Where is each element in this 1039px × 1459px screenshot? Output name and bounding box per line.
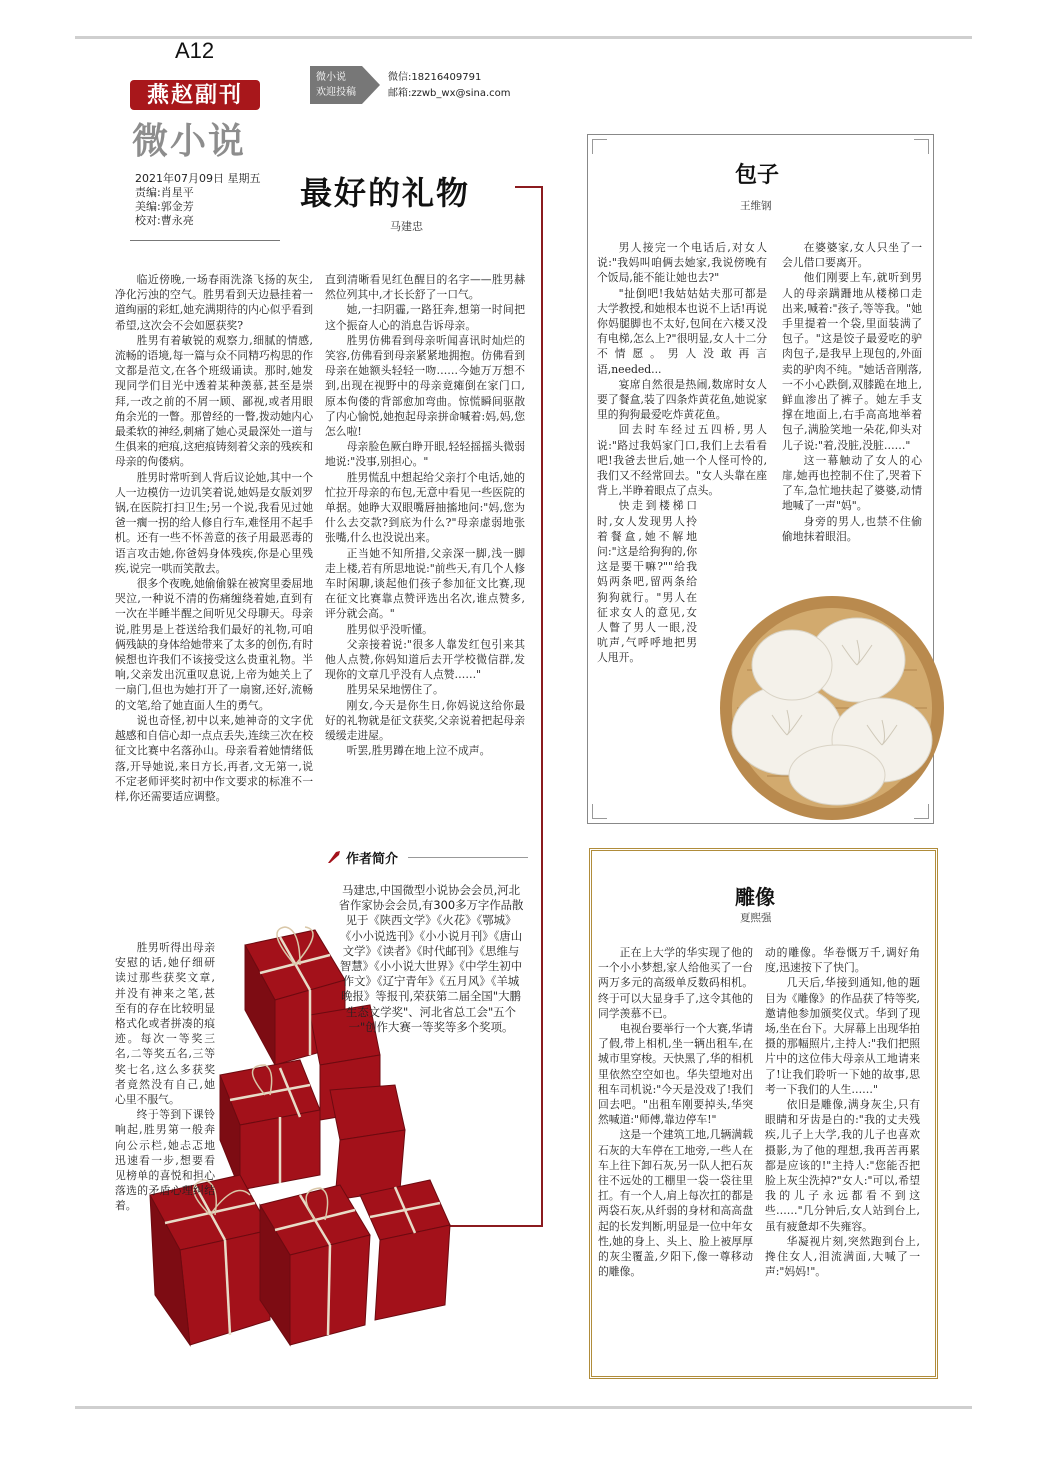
- email-contact[interactable]: 邮箱:zzwb_wx@sina.com: [388, 88, 511, 99]
- bio-heading: [326, 848, 466, 866]
- paragraph: 胜男时常听到人背后议论她,其中一个人一边模仿一边讥笑着说,她妈是女版刘罗锅,在医院打扫卫生;另一个说,我看见过她爸一瘸一拐的给人修自行车,难怪用不起手机。还有一些不怀善意的孩子用最恶毒的语言攻击她,你爸妈身体残疾,你是心里残疾,说完一哄而笑散去。: [115, 470, 313, 575]
- story3-column-1: [598, 945, 753, 1279]
- paragraph: 他们刚要上车,就听到男人的母亲蹒跚地从楼梯口走出来,喊着:"孩子,等等我。"她手里提着一个袋,里面装满了包子。"这是饺子最爱吃的驴肉包子,是我早上现包的,外面卖的驴肉不纯。"她话音刚落,一不小心跌倒,双膝跪在地上,鲜血渗出了裤子。她左手支撑在地面上,右手高高地举着包子,满脸笑地一朵花,仰头对儿子说:"着,没脏,没脏……": [782, 271, 922, 452]
- paragraph: 这是一个建筑工地,几辆满载石灰的大车停在工地旁,一些人在车上往下卸石灰,另一队人把石灰往不远处的工棚里一袋一袋往里扛。有一个人,肩上每次扛的都是两袋石灰,从纤弱的身材和高高盘起的长发判断,明显是一位中年女性,她的身上、头上、脸上被厚厚的灰尘覆盖,夕阳下,像一尊移动的雕像。: [598, 1128, 753, 1279]
- story1-column-2: [325, 272, 525, 759]
- paragraph: 电视台要举行一个大赛,华请了假,带上相机,坐一辆出租车,在城市里穿梭。天快黑了,华的相机里依然空空如也。华失望地对出租车司机说:"今天是没戏了!我们回去吧。"出租车刚要掉头,华突然喊道:"师傅,靠边停车!": [598, 1022, 753, 1127]
- paragraph: 宴席自然很是热闹,数席时女人要了餐盒,装了四条炸黄花鱼,她说家里的狗狗最爱吃炸黄花鱼。: [597, 377, 767, 422]
- paragraph: 华凝视片刻,突然跑到台上,搀住女人,泪流满面,大喊了一声:"妈妈!"。: [765, 1234, 920, 1279]
- paragraph: 父亲接着说:"很多人靠发红包引来其他人点赞,你妈知道后去开学校微信群,发现你的文章几乎没有人点赞……": [325, 637, 525, 682]
- story1-title: 最好的礼物: [300, 174, 471, 212]
- bio-heading-rule: [408, 857, 528, 858]
- paragraph: 刚女,今天是你生日,你妈说这给你最好的礼物就是征文获奖,父亲说着把起母亲缓缓走进屋。: [325, 698, 525, 743]
- paragraph: 胜男呆呆地愣住了。: [346, 683, 444, 697]
- story1-column-1: [115, 272, 313, 804]
- submission-contact: [388, 70, 510, 102]
- story2-column-2: [782, 240, 922, 544]
- paragraph: 依旧是雕像,满身灰尘,只有眼睛和牙齿是白的:"我的丈夫残疾,儿子上大学,我的儿子也喜欢摄影,为了他的理想,我再苦再累都是应该的!"主持人:"您能否把脸上灰尘洗掉?"女人:"可以,希望我的儿子永远都看不到这些……"几分钟后,女人站到台上,虽有疲惫却不失雍容。: [765, 1098, 920, 1233]
- story3-column-2: [765, 945, 920, 1279]
- paragraph: 快走到楼梯口时,女人发现男人拎着餐盒,她不解地问:"这是给狗狗的,你这是要干嘛?""给我妈两条吧,留两条给狗狗就行。"男人在征求女人的意见,女人瞥了男人一眼,没吭声,气呼呼地把男人甩开。: [597, 499, 697, 665]
- paragraph: 正当她不知所措,父亲深一脚,浅一脚走上楼,若有所思地说:"前些天,有几个人修车时闲聊,谈起他们孩子参加征文比赛,现在征文比赛靠点赞评选出名次,谁点赞多,评分就会高。": [325, 546, 525, 621]
- section-title: 微小说: [132, 120, 247, 162]
- paragraph: 在婆婆家,女人只坐了一会儿借口要离开。: [782, 241, 922, 270]
- edition-meta: [135, 172, 261, 228]
- paragraph: 很多个夜晚,她偷偷躲在被窝里委屈地哭泣,一种说不清的伤痛缠绕着她,直到有一次在半睡半醒之间听见父母聊天。母亲说,胜男是上苍送给我们最好的礼物,可咱俩残缺的身体给她带来了太多的创伤,有时候想也许我们不该接受这么贵重礼物。半响,父亲发出沉重叹息说,上帝为她关上了一扇门,但也为她打开了一扇窗,还好,流畅的文笔,给了她直面人生的勇气。: [115, 577, 313, 712]
- page-number: A12: [175, 38, 215, 63]
- frame-corner: [592, 139, 607, 154]
- submission-tag: [310, 66, 362, 104]
- wechat-contact: 微信:18216409791: [388, 72, 482, 83]
- story3-title: 雕像: [735, 885, 775, 909]
- story1-author: 马建忠: [390, 220, 423, 233]
- edition-date: 2021年07月09日 星期五: [135, 172, 261, 185]
- submission-tag-line2: 欢迎投稿: [316, 87, 356, 98]
- story2-title: 包子: [735, 163, 780, 188]
- story1-border-vertical: [541, 186, 543, 1226]
- author-bio: 马建忠,中国微型小说协会会员,河北省作家协会会员,有300多万字作品散见于《陕西文学》《火花》《鄂城》《小小说选刊》《小小说月刊》《唐山文学》《读者》《时代邮刊》《思维与智慧》《小小说大世界》《中学生初中作文》《辽宁青年》《五月风》《羊城晚报》等报刊,荣获第二届全国"大鹏生态文学奖"、河北省总工会"五个一"创作大赛一等奖等多个奖项。: [338, 883, 524, 1034]
- proofreader-credit: 校对:曹永亮: [135, 214, 194, 227]
- designer-credit: 美编:郭金芳: [135, 200, 194, 213]
- paragraph: 正在上大学的华实现了他的一个小小梦想,家人给他买了一台两万多元的高级单反数码相机。终于可以大显身手了,这令其他的同学羡慕不已。: [598, 946, 753, 1020]
- paragraph: 身旁的男人,也禁不住偷偷地抹着眼泪。: [782, 514, 922, 543]
- paragraph: 几天后,华接到通知,他的题目为《雕像》的作品获了特等奖,邀请他参加颁奖仪式。华到了现场,坐在台下。大屏幕上出现华拍摄的那幅照片,主持人:"我们把照片中的这位伟大母亲从工地请来了!让我们聆听一下她的故事,思考一下我们的人生……": [765, 976, 920, 1096]
- bio-heading-label: 作者简介: [346, 852, 399, 867]
- masthead-logo: 燕赵副刊: [130, 80, 260, 110]
- quill-icon: [326, 849, 342, 865]
- story2-author: 王维钢: [740, 200, 772, 212]
- paragraph: 她,一扫阴霾,一路狂奔,想第一时间把这个振奋人心的消息告诉母亲。: [325, 303, 525, 332]
- story3-author: 夏熙强: [740, 912, 772, 924]
- paragraph: 说也奇怪,初中以来,她神奇的文字优越感和自信心却一点点丢失,连续三次在校征文比赛中名落孙山。母亲看着她情绪低落,开导她说,来日方长,再者,文无第一,说不定老师评奖时初中作文要求的标准不一样,你还需要适应调整。: [115, 713, 313, 803]
- paragraph: 动的雕像。华卷慨万千,调好角度,迅速按下了快门。: [765, 946, 920, 975]
- paragraph: 终于等到下课铃响起,胜男第一般奔向公示栏,她忐忑地迅速看一步,想要看见榜单的喜悦和担心落选的矛盾心理纠结着。: [115, 1108, 215, 1213]
- story1-column-1-continued: [115, 940, 215, 1214]
- paragraph: 临近傍晚,一场春雨洗涤飞扬的灰尘,净化污浊的空气。胜男看到天边悬挂着一道绚丽的彩虹,她充满期待的内心似乎看到希望,这次会不会如愿获奖?: [115, 273, 313, 332]
- meta-divider: [130, 240, 280, 241]
- editor-credit: 责编:肖星平: [135, 186, 194, 199]
- paragraph: 直到清晰看见红色醒目的名字——胜男赫然位列其中,才长长舒了一口气。: [325, 273, 525, 302]
- paragraph: 胜男听得出母亲安慰的话,她仔细研读过那些获奖文章,并没有神来之笔,甚至有的存在比较明显格式化或者拼凑的痕迹。每次一等奖三名,二等奖五名,三等奖七名,这么多获奖者竟然没有自己,她心里不服气。: [115, 941, 215, 1107]
- paragraph: 回去时车经过五四桥,男人说:"路过我妈家门口,我们上去看看吧!我爸去世后,她一个人怪可怜的,我们又不经常回去。"女人头靠在座背上,半睁着眼点了点头。: [597, 423, 767, 498]
- paragraph: 听罢,胜男蹲在地上泣不成声。: [346, 744, 491, 758]
- submission-arrow-icon: [362, 66, 380, 104]
- paragraph: "扯倒吧!我姑姑姑夫那可都是大学教授,和她根本也说不上话!再说你妈腿脚也不太好,包间在六楼又没有电梯,怎么上?"很明显,女人十二分不情愿。男人没敢再言语,needed...: [597, 286, 767, 376]
- frame-corner: [914, 139, 929, 154]
- paragraph: 胜男似乎没听懂。: [346, 622, 433, 636]
- frame-corner: [592, 804, 607, 819]
- title-accent-line: [515, 186, 542, 188]
- paragraph: 胜男仿佛看到母亲听闻喜讯时灿烂的笑容,仿佛看到母亲紧紧地拥抱。仿佛看到母亲在她额头轻轻一吻……今她万万想不到,出现在视野中的母亲竟瘫倒在家门口,原本佝偻的背部愈加弯曲。惊慌瞬间驱散了内心愉悦,她抱起母亲拼命喊着:妈,妈,您怎么啦!: [325, 333, 525, 439]
- submission-tag-line1: 微小说: [316, 72, 346, 83]
- paragraph: 母亲脸色厥白睁开眼,轻轻摇摇头微弱地说:"没事,别担心。": [325, 440, 525, 469]
- paragraph: 胜男有着敏锐的观察力,细腻的情感,流畅的语境,每一篇与众不同精巧构思的作文都是范文,在各个班级诵读。那时,她发现同学们目光中透着某种羡慕,甚至是崇拜,一改之前的不屑一顾、鄙视,或者用眼角余光的一瞥。那曾经的一瞥,拨动她内心最柔软的神经,刺痛了她心灵最深处一道与生俱来的疤痕,这疤痕铸刻着父亲的残疾和母亲的佝偻病。: [115, 333, 313, 469]
- paragraph: 胜男慌乱中想起给父亲打个电话,她的忙拉开母亲的布包,无意中看见一些医院的单据。她睁大双眼嘴唇抽搐地问:"妈,您为什么去交款?到底为什么?"母亲虚弱地张张嘴,什么也没说出来。: [325, 470, 525, 545]
- paragraph: 男人接完一个电话后,对女人说:"我妈叫咱俩去她家,我说傍晚有个饭局,能不能让她也去?": [597, 241, 767, 285]
- paragraph: 这一幕触动了女人的心扉,她再也控制不住了,哭着下了车,急忙地扶起了婆婆,动情地喊了一声"妈"。: [782, 453, 922, 513]
- bottom-rule: [75, 1406, 972, 1409]
- steamed-buns-image: [697, 590, 962, 825]
